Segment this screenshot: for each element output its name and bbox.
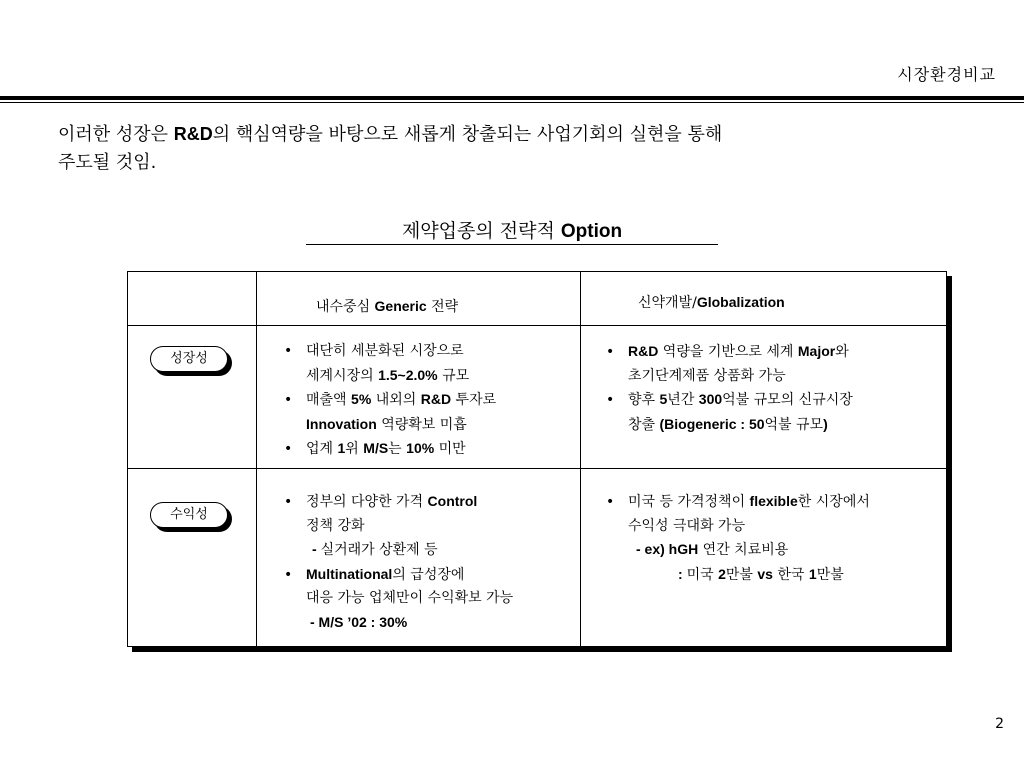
cell-text: 는 (388, 441, 407, 457)
cell-text: R&D (420, 391, 452, 407)
section-title-ko: 제약업종의 전략적 (401, 220, 561, 242)
col-header-part: 신약개발/ (638, 295, 697, 311)
cell-text: 5% (351, 391, 372, 407)
list-item (284, 490, 513, 515)
bullet: • (284, 392, 293, 408)
section-title-underline (306, 244, 718, 245)
intro-text-part: 이러한 성장은 (58, 124, 174, 145)
table-divider-h2 (128, 468, 946, 469)
cell-growth-globalization (606, 340, 853, 437)
list-item-continuation (606, 413, 853, 438)
cell-text: Major (797, 343, 836, 359)
slide-header-title: 시장환경비교 (897, 65, 996, 84)
col-header-part: 내수중심 (316, 299, 375, 315)
cell-text: 미국 등 가격정책이 (628, 494, 750, 510)
bullet: • (606, 494, 615, 510)
list-item-continuation: - M/S ’02 : 30% (310, 613, 408, 630)
cell-text: 미국 (686, 566, 719, 583)
cell-text: vs (757, 565, 773, 582)
page-number: 2 (995, 716, 1004, 732)
cell-text: 억불 규모 (764, 416, 824, 433)
list-item-continuation: 수익성 극대화 가능 (628, 517, 746, 534)
list-item-continuation (606, 538, 870, 563)
cell-text: 의 급성장에 (392, 566, 465, 583)
bullet: • (606, 392, 615, 408)
cell-profit-generic (284, 490, 513, 634)
cell-text: 1 (808, 565, 817, 582)
cell-profit-globalization (606, 490, 870, 587)
list-item (606, 340, 853, 365)
cell-text: R&D (628, 343, 659, 359)
section-title-en: Option (560, 221, 623, 242)
row-label-profitability-text: 수익성 (150, 502, 228, 528)
cell-text: Multinational (306, 565, 393, 582)
intro-line-1 (58, 120, 958, 149)
table-divider-h1 (128, 325, 946, 326)
list-item (284, 437, 496, 462)
cell-text: 실거래가 상환제 등 (320, 542, 438, 558)
bullet: • (284, 343, 293, 359)
bullet: • (606, 344, 615, 360)
cell-text: 한국 (772, 566, 809, 583)
cell-text: 만불 (725, 566, 758, 583)
cell-text: 매출액 (306, 392, 352, 408)
cell-text: 한 시장에서 (797, 494, 870, 510)
list-item (606, 388, 853, 413)
col-header-part: Generic (374, 298, 427, 314)
cell-text: - ex) hGH (636, 541, 699, 557)
cell-text: 역량확보 미흡 (376, 416, 467, 433)
list-item-continuation (606, 563, 870, 588)
row-label-growth (150, 346, 232, 376)
list-item (284, 340, 496, 364)
intro-text-part: 의 핵심역량을 바탕으로 새롭게 창출되는 사업기회의 실현을 통해 (212, 124, 723, 145)
cell-text: 창출 (628, 416, 660, 433)
col-header-globalization (638, 292, 785, 312)
list-item-continuation (284, 364, 496, 389)
cell-text: 300 (698, 391, 723, 407)
cell-text: - (312, 541, 321, 557)
cell-text: 억불 규모의 신규시장 (722, 392, 853, 408)
cell-text: Innovation (306, 415, 377, 432)
intro-text-part: R&D (173, 124, 213, 144)
cell-growth-generic (284, 340, 496, 462)
list-item-continuation: 초기단계제품 상품화 가능 (628, 367, 786, 384)
cell-text: 정부의 다양한 가격 (306, 494, 428, 510)
list-item-continuation: 정책 강화 (306, 517, 365, 534)
table-divider-v1 (256, 272, 257, 646)
bullet: • (284, 494, 293, 510)
header-rule (0, 96, 1024, 100)
row-label-growth-text: 성장성 (150, 346, 228, 372)
intro-text (58, 120, 958, 177)
cell-text: (Biogeneric : 50 (659, 415, 765, 432)
col-header-part: Globalization (696, 294, 785, 310)
intro-line-2: 주도될 것임. (58, 152, 157, 173)
cell-text: 위 (345, 441, 364, 457)
list-item (606, 490, 870, 515)
header-rule-thin (0, 102, 1024, 103)
cell-text: 5 (659, 391, 668, 407)
cell-text: 만불 (816, 566, 844, 583)
list-item-continuation: 대응 가능 업체만이 수익확보 가능 (306, 590, 514, 606)
cell-text: 대단히 세분화된 시장으로 (306, 343, 464, 359)
list-item (284, 563, 513, 588)
cell-text: 1.5~2.0% (378, 366, 438, 383)
cell-text: 년간 (667, 392, 699, 408)
section-title (306, 216, 718, 243)
cell-text: 투자로 (451, 392, 497, 408)
table-divider-v2 (580, 272, 581, 646)
cell-text: 연간 치료비용 (698, 542, 789, 558)
cell-text: M/S (363, 440, 389, 456)
list-item (284, 388, 496, 413)
comparison-table (127, 271, 947, 647)
bullet: • (284, 441, 293, 457)
cell-text: 역량을 기반으로 세계 (658, 344, 798, 360)
cell-text: Control (427, 493, 478, 509)
cell-text: : (678, 565, 687, 582)
bullet: • (284, 566, 293, 583)
cell-text: 향후 (628, 392, 660, 408)
cell-text: 내외의 (371, 392, 421, 408)
row-label-profitability (150, 502, 232, 532)
list-item-continuation (284, 413, 496, 438)
cell-text: 미만 (434, 441, 466, 457)
cell-text: 와 (835, 344, 849, 360)
cell-text: 1 (337, 440, 346, 456)
cell-text: 10% (406, 440, 435, 456)
col-header-generic (316, 296, 458, 316)
col-header-part: 전략 (426, 299, 459, 315)
list-item-continuation (284, 538, 513, 563)
cell-text: 2 (718, 565, 726, 582)
cell-text: 세계시장의 (306, 367, 379, 384)
cell-text: ) (823, 415, 828, 432)
cell-text: 규모 (437, 367, 470, 384)
cell-text: 업계 (306, 441, 338, 457)
cell-text: flexible (749, 493, 798, 509)
